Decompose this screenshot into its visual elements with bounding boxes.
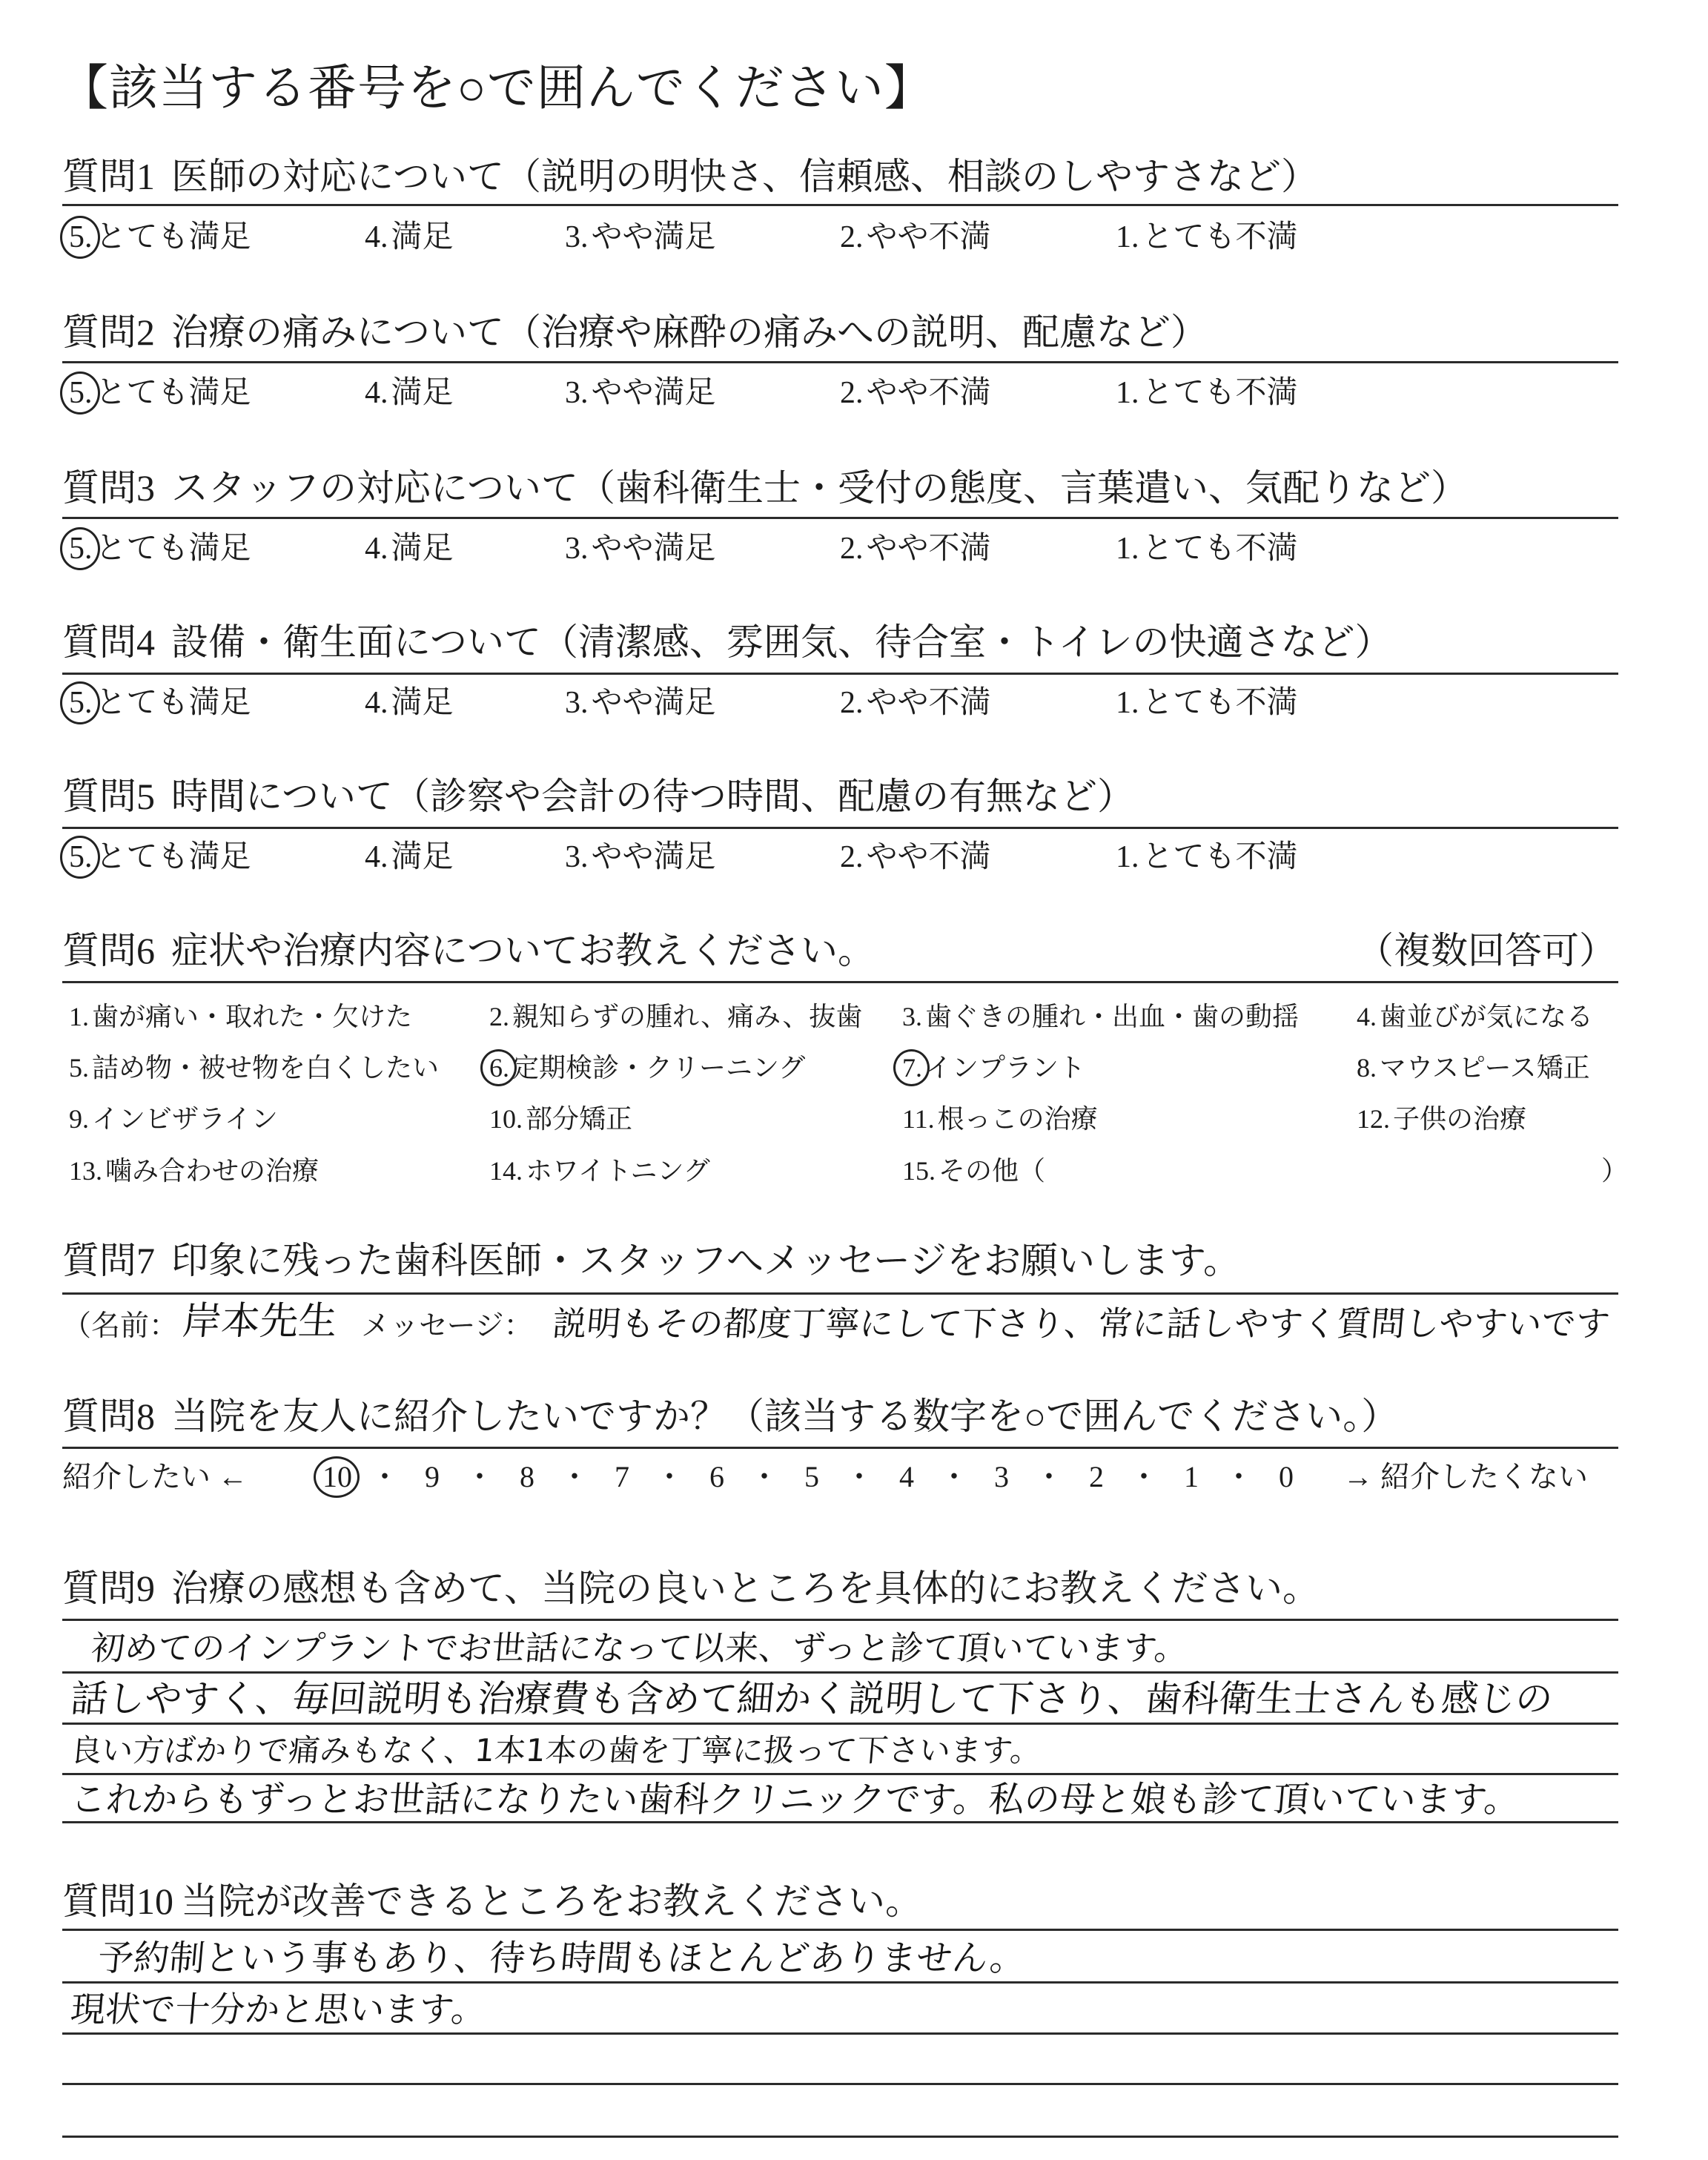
answer-line	[62, 2032, 1618, 2035]
option-number: 7.	[902, 1053, 922, 1083]
scale-number: 10	[322, 1459, 352, 1496]
heading-rule	[62, 361, 1618, 363]
option-satisfied	[365, 838, 454, 876]
scale-separator: ・	[655, 1460, 684, 1493]
option-number: 15.	[902, 1156, 936, 1186]
question-text: 設備・衛生面について（清潔感、雰囲気、待合室・トイレの快適さなど）	[171, 621, 1392, 663]
scale-cell	[408, 1459, 456, 1496]
option-very-dissatisfied	[1116, 529, 1298, 568]
option-label: ホワイトニング	[526, 1156, 710, 1186]
question-heading	[62, 310, 1208, 354]
option-label: やや不満	[866, 376, 991, 410]
answer-line	[62, 2083, 1618, 2085]
option-label: やや満足	[591, 376, 716, 410]
option-label: マウスピース矯正	[1380, 1053, 1590, 1083]
option-number: 5.	[69, 684, 93, 722]
scale-number: 3	[994, 1460, 1009, 1493]
option-somewhat-satisfied	[565, 684, 716, 722]
option-label: 定期検診・クリーニング	[512, 1053, 806, 1083]
option-somewhat-dissatisfied	[840, 684, 991, 722]
option-label: その他（	[939, 1156, 1046, 1186]
scale-cell	[978, 1459, 1025, 1496]
scale-cell	[693, 1459, 741, 1496]
option-number: 2.	[840, 376, 864, 410]
question-heading	[62, 1879, 922, 1923]
option-label: とても不満	[1142, 686, 1298, 720]
question-number: 質問1	[62, 156, 155, 197]
rating-options	[0, 684, 1708, 722]
option-number: 13.	[69, 1156, 102, 1186]
not-recommend-label: → 紹介したくない	[1343, 1460, 1588, 1493]
symptom-option-13	[69, 1155, 319, 1187]
option-label: とても満足	[95, 376, 251, 410]
option-number: 3.	[565, 686, 589, 720]
option-label: 歯が痛い・取れた・欠けた	[92, 1002, 413, 1031]
question-text: 時間について（診察や会計の待つ時間、配慮の有無など）	[171, 776, 1134, 817]
question-text: 当院を友人に紹介したいですか？（該当する数字を○で囲んでください。）	[171, 1396, 1399, 1437]
option-label: とても満足	[95, 840, 251, 874]
symptom-option-6	[489, 1051, 805, 1084]
option-somewhat-dissatisfied	[840, 838, 991, 876]
handwritten-answer-line: これからもずっとお世話になりたい歯科クリニックです。私の母と娘も診て頂いています。	[68, 1779, 1522, 1820]
option-satisfied	[365, 684, 454, 722]
option-label: 満足	[391, 532, 454, 566]
option-number: 5.	[69, 374, 93, 412]
option-somewhat-dissatisfied	[840, 374, 991, 412]
option-label: やや満足	[591, 532, 716, 566]
option-very-dissatisfied	[1116, 374, 1298, 412]
question-heading	[62, 466, 1468, 510]
option-label: とても不満	[1142, 532, 1298, 566]
answer-line	[62, 1981, 1618, 1984]
option-number: 3.	[565, 532, 589, 566]
scale-cell	[598, 1459, 646, 1496]
scale-cell	[1168, 1459, 1215, 1496]
option-label: やや満足	[591, 220, 716, 254]
option-number: 5.	[69, 529, 93, 568]
question-number: 質問7	[62, 1240, 155, 1281]
scale-number: 6	[709, 1460, 724, 1493]
option-label: とても不満	[1142, 840, 1298, 874]
option-label: 根っこの治療	[937, 1104, 1098, 1134]
recommend-label: 紹介したい ←	[62, 1460, 248, 1493]
symptom-option-8	[1357, 1051, 1590, 1084]
option-number: 1.	[1116, 376, 1139, 410]
name-label: （名前：	[62, 1310, 179, 1342]
heading-rule	[62, 1929, 1618, 1931]
option-label: とても不満	[1142, 220, 1298, 254]
option-very-satisfied	[69, 218, 251, 257]
option-label: やや不満	[866, 220, 991, 254]
question-heading	[62, 154, 1318, 199]
scale-separator: ・	[1034, 1460, 1064, 1493]
option-very-satisfied	[69, 374, 251, 412]
option-number: 2.	[840, 220, 864, 254]
option-number: 4.	[365, 376, 388, 410]
option-label: とても不満	[1142, 376, 1298, 410]
question-heading	[62, 774, 1134, 819]
handwritten-answer-line: 現状で十分かと思います。	[69, 1989, 489, 2030]
option-number: 2.	[489, 1002, 509, 1031]
option-label: インビザライン	[92, 1104, 278, 1134]
multiple-answers-note: （複数回答可）	[1357, 930, 1616, 971]
question-text: スタッフの対応について（歯科衛生士・受付の態度、言葉遣い、気配りなど）	[171, 467, 1468, 509]
handwritten-message: 説明もその都度丁寧にして下さり、常に話しやすく質問しやすいです	[551, 1304, 1612, 1344]
option-number: 6.	[489, 1053, 509, 1083]
other-close-paren: ）	[1601, 1156, 1629, 1186]
scale-number: 9	[425, 1460, 440, 1493]
handwritten-answer-line: 初めてのインプラントでお世話になって以来、ずっと診て頂いています。	[90, 1628, 1190, 1668]
question-text: 当院が改善できるところをお教えください。	[181, 1880, 922, 1922]
question-text: 症状や治療内容についてお教えください。	[171, 930, 875, 971]
answer-line	[62, 1773, 1618, 1775]
option-label: 満足	[391, 376, 454, 410]
question-heading	[62, 620, 1392, 664]
option-very-satisfied	[69, 529, 251, 568]
scale-cell	[314, 1459, 361, 1496]
option-number: 3.	[565, 220, 589, 254]
question-number: 質問10	[62, 1880, 173, 1922]
option-label: とても満足	[95, 686, 251, 720]
option-number: 10.	[489, 1104, 523, 1134]
option-label: 噛み合わせの治療	[105, 1156, 320, 1186]
scale-separator: ・	[939, 1460, 969, 1493]
question-heading	[62, 1238, 1240, 1283]
heading-rule	[62, 517, 1618, 519]
option-label: 子供の治療	[1393, 1104, 1527, 1134]
handwritten-answer-line: 予約制という事もあり、待ち時間もほとんどありません。	[96, 1938, 1027, 1979]
heading-rule	[62, 1292, 1618, 1295]
question-number: 質問3	[62, 467, 155, 509]
scale-number: 7	[615, 1460, 629, 1493]
option-label: 歯並びが気になる	[1380, 1002, 1594, 1031]
option-label: やや満足	[591, 686, 716, 720]
option-number: 4.	[365, 532, 388, 566]
option-somewhat-satisfied	[565, 529, 716, 568]
option-number: 9.	[69, 1104, 89, 1134]
option-number: 1.	[1116, 220, 1139, 254]
option-very-dissatisfied	[1116, 684, 1298, 722]
option-label: 満足	[391, 220, 454, 254]
symptom-option-5	[69, 1051, 439, 1084]
heading-rule	[62, 981, 1618, 983]
option-label: 親知らずの腫れ、痛み、抜歯	[512, 1002, 863, 1031]
symptom-option-14	[489, 1155, 710, 1187]
question-number: 質問6	[62, 930, 155, 971]
option-somewhat-dissatisfied	[840, 218, 991, 257]
answer-line	[62, 2136, 1618, 2138]
option-number: 14.	[489, 1156, 523, 1186]
question-text: 治療の痛みについて（治療や麻酔の痛みへの説明、配慮など）	[171, 311, 1208, 353]
option-number: 5.	[69, 1053, 89, 1083]
scale-cell	[788, 1459, 835, 1496]
symptom-option-12	[1357, 1103, 1526, 1135]
option-label: 満足	[391, 686, 454, 720]
question-heading	[62, 928, 875, 973]
rating-options	[0, 218, 1708, 257]
rating-options	[0, 838, 1708, 876]
heading-rule	[62, 1447, 1618, 1449]
option-number: 1.	[1116, 686, 1139, 720]
option-number: 1.	[1116, 532, 1139, 566]
question-heading	[62, 1566, 1320, 1611]
option-label: やや不満	[866, 686, 991, 720]
option-number: 4.	[365, 840, 388, 874]
question-number: 質問5	[62, 776, 155, 817]
option-number: 3.	[902, 1002, 922, 1031]
question-text: 印象に残った歯科医師・スタッフへメッセージをお願いします。	[171, 1240, 1240, 1281]
scale-separator: ・	[749, 1460, 779, 1493]
option-number: 2.	[840, 532, 864, 566]
option-label: 部分矯正	[526, 1104, 633, 1134]
heading-rule	[62, 204, 1618, 206]
symptom-option-7	[902, 1051, 1085, 1084]
scale-number: 4	[899, 1460, 914, 1493]
heading-rule	[62, 827, 1618, 829]
option-number: 3.	[565, 376, 589, 410]
question-number: 質問4	[62, 621, 155, 663]
handwritten-name: 岸本先生	[181, 1299, 340, 1344]
scale-cell	[1073, 1459, 1120, 1496]
recommend-scale	[314, 1459, 1310, 1496]
scale-separator: ・	[560, 1460, 589, 1493]
answer-line	[62, 1723, 1618, 1725]
symptom-option-9	[69, 1103, 278, 1135]
option-somewhat-satisfied	[565, 374, 716, 412]
option-label: インプラント	[925, 1053, 1086, 1083]
option-satisfied	[365, 529, 454, 568]
option-somewhat-satisfied	[565, 218, 716, 257]
scale-separator: ・	[1224, 1460, 1254, 1493]
option-label: やや不満	[866, 532, 991, 566]
question-number: 質問2	[62, 311, 155, 353]
option-number: 5.	[69, 218, 93, 257]
option-satisfied	[365, 374, 454, 412]
question-number: 質問8	[62, 1396, 155, 1437]
option-label: 詰め物・被せ物を白くしたい	[92, 1053, 440, 1083]
symptom-option-11	[902, 1103, 1098, 1135]
option-number: 4.	[365, 686, 388, 720]
scale-number: 0	[1279, 1460, 1294, 1493]
handwritten-answer-line: 話しやすく、毎回説明も治療費も含めて細かく説明して下さり、歯科衛生士さんも感じの	[68, 1677, 1555, 1720]
heading-rule	[62, 673, 1618, 675]
scale-number: 8	[520, 1460, 534, 1493]
scale-number: 5	[804, 1460, 819, 1493]
scale-separator: ・	[844, 1460, 874, 1493]
option-label: やや満足	[591, 840, 716, 874]
option-number: 8.	[1357, 1053, 1377, 1083]
symptom-option-1	[69, 1000, 412, 1033]
symptom-option-10	[489, 1103, 632, 1135]
option-somewhat-dissatisfied	[840, 529, 991, 568]
option-number: 5.	[69, 838, 93, 876]
option-somewhat-satisfied	[565, 838, 716, 876]
option-number: 12.	[1357, 1104, 1390, 1134]
sheet-title: 【該当する番号を○で囲んでください】	[59, 62, 934, 116]
option-very-satisfied	[69, 838, 251, 876]
option-very-satisfied	[69, 684, 251, 722]
option-number: 2.	[840, 686, 864, 720]
question-number: 質問9	[62, 1568, 155, 1609]
option-number: 11.	[902, 1104, 935, 1134]
scale-cell	[1262, 1459, 1310, 1496]
rating-options	[0, 529, 1708, 568]
symptom-option-15	[902, 1155, 1045, 1187]
scale-separator: ・	[370, 1460, 400, 1493]
option-satisfied	[365, 218, 454, 257]
answer-line	[62, 1671, 1618, 1674]
answer-line	[62, 1821, 1618, 1823]
option-label: とても満足	[95, 532, 251, 566]
message-label: メッセージ：	[361, 1310, 533, 1342]
question-text: 治療の感想も含めて、当院の良いところを具体的にお教えください。	[171, 1568, 1320, 1609]
symptom-option-3	[902, 1000, 1299, 1033]
option-number: 4.	[1357, 1002, 1377, 1031]
option-number: 1.	[69, 1002, 89, 1031]
handwritten-answer-line: 良い方ばかりで痛みもなく、1本1本の歯を丁寧に扱って下さいます。	[69, 1732, 1043, 1768]
option-very-dissatisfied	[1116, 838, 1298, 876]
scale-number: 2	[1089, 1460, 1104, 1493]
option-number: 2.	[840, 840, 864, 874]
option-label: とても満足	[95, 220, 251, 254]
option-number: 1.	[1116, 840, 1139, 874]
scale-separator: ・	[1129, 1460, 1159, 1493]
option-number: 3.	[565, 840, 589, 874]
heading-rule	[62, 1619, 1618, 1621]
symptom-option-4	[1357, 1000, 1593, 1033]
scale-cell	[503, 1459, 551, 1496]
option-label: やや不満	[866, 840, 991, 874]
scale-cell	[883, 1459, 930, 1496]
scale-separator: ・	[465, 1460, 494, 1493]
option-very-dissatisfied	[1116, 218, 1298, 257]
scale-number: 1	[1184, 1460, 1199, 1493]
question-heading	[62, 1394, 1398, 1439]
option-label: 歯ぐきの腫れ・出血・歯の動揺	[925, 1002, 1300, 1031]
option-label: 満足	[391, 840, 454, 874]
rating-options	[0, 374, 1708, 412]
symptom-option-2	[489, 1000, 862, 1033]
question-text: 医師の対応について（説明の明快さ、信頼感、相談のしやすさなど）	[171, 156, 1318, 197]
option-number: 4.	[365, 220, 388, 254]
